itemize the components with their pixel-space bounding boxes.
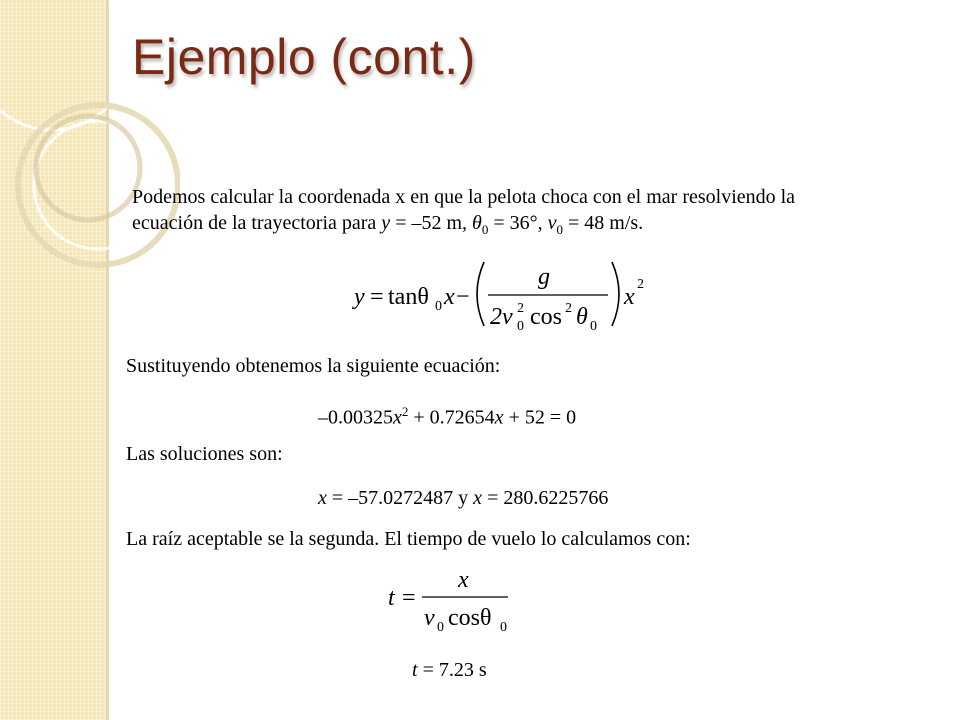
time-result (412, 656, 487, 684)
solutions-values (318, 484, 608, 512)
intro-line-1: Podemos calcular la coordenada x en que la pelota choca con el mar resolviendo la (132, 186, 796, 208)
ring-small (36, 116, 140, 220)
eq-tan-sub: 0 (435, 299, 442, 314)
teq-numerator-x: x (458, 567, 469, 593)
trajectory-equation (352, 254, 652, 334)
quad-x1: x (393, 406, 402, 429)
eq-den-v-exp: 2 (517, 301, 524, 316)
paren-left (477, 262, 484, 326)
eq-tan-theta: tanθ (388, 284, 429, 310)
quad-part2: + 0.72654 (408, 406, 495, 429)
y-value: = –52 m, (390, 212, 473, 234)
solutions-label: Las soluciones son: (126, 443, 283, 465)
teq-den-cos: cosθ (448, 605, 492, 631)
teq-equals: = (402, 585, 416, 611)
v-value: = 48 m/s. (563, 212, 644, 234)
theta-subscript: 0 (481, 222, 489, 237)
eq-den-theta: θ (576, 304, 588, 330)
eq-den-cos: cos (530, 304, 562, 330)
eq-den-cos-exp: 2 (565, 301, 572, 316)
sol-val-a: = –57.0272487 y (326, 487, 474, 509)
quad-part1: –0.00325 (318, 406, 393, 429)
acceptable-root-text: La raíz aceptable se la segunda. El tiempo de vuelo lo calculamos con: (126, 528, 691, 550)
var-theta: θ (472, 212, 482, 234)
theta-value: = 36°, (488, 212, 548, 234)
sol-val-b: = 280.6225766 (482, 487, 609, 509)
sol-x-b: x (473, 487, 483, 509)
quadratic-equation (318, 398, 576, 432)
teq-lhs-t: t (388, 585, 395, 611)
quad-exp: 2 (401, 404, 409, 419)
time-value: = 7.23 s (417, 659, 487, 681)
eq-den-theta-sub: 0 (590, 319, 597, 334)
var-y: y (381, 212, 391, 234)
eq-equals: = (370, 284, 384, 310)
quad-x2: x (494, 406, 504, 429)
slide-title: Ejemplo (cont.) (132, 29, 476, 85)
eq-minus: − (456, 284, 470, 310)
v-subscript: 0 (556, 222, 564, 237)
eq-lhs-y: y (354, 284, 365, 310)
intro-line-2 (132, 209, 643, 244)
paren-right (612, 262, 619, 326)
eq-tail-exp: 2 (637, 277, 644, 292)
eq-tail-x: x (624, 284, 635, 310)
teq-den-theta-sub: 0 (500, 620, 507, 635)
eq-den-2v: 2v (490, 304, 513, 330)
time-var-t: t (412, 659, 418, 681)
eq-den-v-sub: 0 (517, 319, 524, 334)
eq-x: x (444, 284, 455, 310)
teq-den-v-sub: 0 (437, 620, 444, 635)
sol-x-a: x (318, 487, 327, 509)
teq-den-v: v (424, 605, 435, 631)
var-v: v (547, 212, 557, 234)
intro-text: ecuación de la trayectoria para (132, 212, 382, 234)
quad-part3: + 52 = 0 (503, 406, 577, 429)
eq-numerator-g: g (538, 264, 550, 290)
time-equation (386, 563, 526, 635)
substitution-label: Sustituyendo obtenemos la siguiente ecuación: (126, 355, 501, 377)
